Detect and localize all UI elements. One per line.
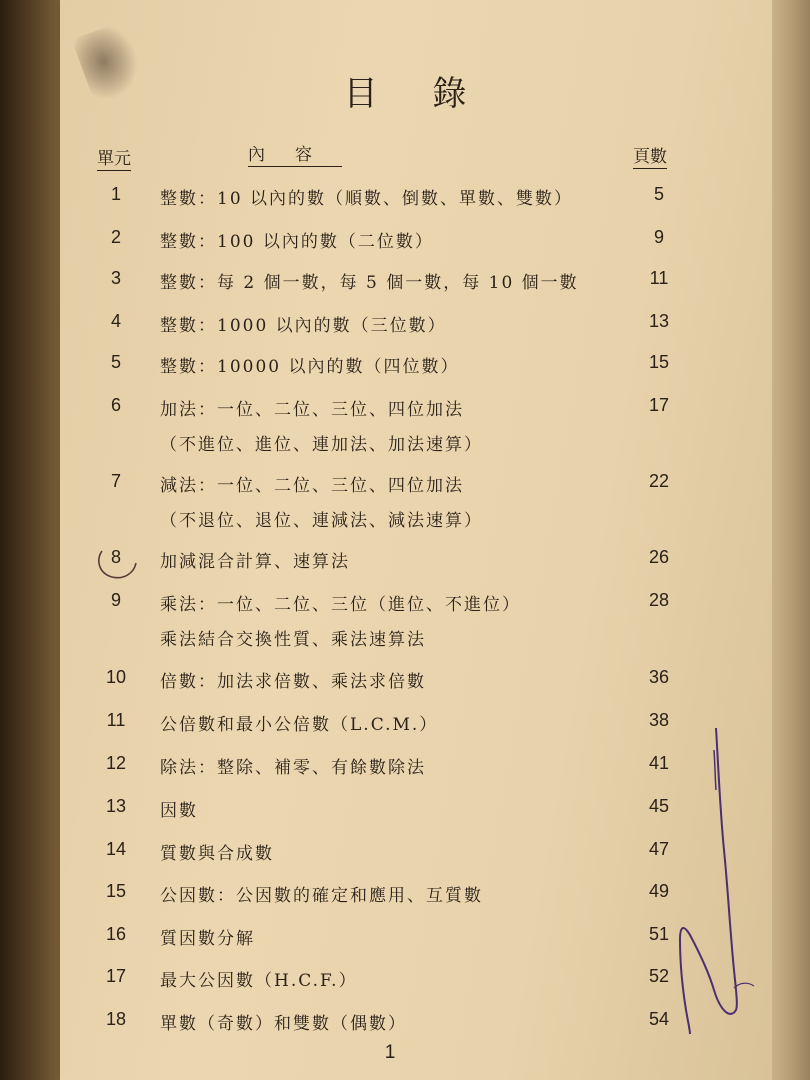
entry-line-1: 因數	[160, 801, 198, 821]
page-ref: 26	[648, 547, 670, 567]
page-ref: 11	[649, 268, 669, 288]
page-ref: 47	[648, 839, 670, 859]
entry-line-1: 最大公因數（H.C.F.）	[160, 971, 358, 991]
entry-line-1: 整數：100 以內的數（二位數）	[160, 232, 434, 252]
page-ref: 38	[648, 710, 670, 730]
page-number: 1	[384, 1042, 396, 1063]
toc-entry	[160, 839, 274, 864]
entry-line-1: 整數：每 2 個一數，每 5 個一數，每 10 個一數	[160, 273, 579, 293]
unit-number: 9	[110, 590, 121, 610]
header-content: 內容	[248, 140, 342, 167]
page-title: 目 錄	[343, 74, 489, 114]
toc-entry	[160, 924, 255, 949]
entry-line-1: 倍數：加法求倍數、乘法求倍數	[160, 672, 426, 692]
unit-number: 11	[106, 710, 126, 730]
toc-entry	[160, 311, 447, 336]
entry-line-1: 除法：整除、補零、有餘數除法	[160, 758, 426, 778]
toc-entry	[160, 590, 521, 650]
book-spine-shadow	[0, 0, 60, 1080]
unit-number: 16	[105, 924, 127, 944]
toc-entry	[160, 667, 426, 692]
entry-line-1: 公因數：公因數的確定和應用、互質數	[160, 886, 483, 906]
entry-line-1: 質因數分解	[160, 929, 255, 949]
pen-circle-mark	[96, 545, 138, 581]
entry-line-1: 單數（奇數）和雙數（偶數）	[160, 1014, 407, 1034]
toc-entry	[160, 796, 198, 821]
header-unit: 單元	[97, 144, 131, 171]
toc-entry	[160, 395, 483, 455]
header-page: 頁數	[633, 142, 667, 169]
unit-number: 1	[110, 184, 121, 204]
toc-entry	[160, 352, 459, 377]
toc-entry	[160, 1009, 407, 1034]
unit-number: 10	[105, 667, 127, 687]
page-ref: 51	[648, 924, 670, 944]
unit-number: 17	[105, 966, 127, 986]
toc-entry	[160, 966, 358, 991]
page-ref: 17	[648, 395, 670, 415]
entry-line-1: 加減混合計算、速算法	[160, 552, 350, 572]
unit-number: 3	[110, 268, 121, 288]
toc-entry	[160, 881, 483, 906]
toc-entry	[160, 227, 434, 252]
toc-entry	[160, 268, 579, 293]
page-ref: 5	[653, 184, 664, 204]
unit-number: 14	[105, 839, 127, 859]
entry-line-2: （不進位、進位、連加法、加法速算）	[160, 435, 483, 455]
page-ref: 52	[648, 966, 670, 986]
page-edge	[772, 0, 810, 1080]
unit-number: 4	[110, 311, 121, 331]
toc-entry	[160, 710, 438, 735]
page-ref: 45	[648, 796, 670, 816]
entry-line-1: 質數與合成數	[160, 844, 274, 864]
entry-line-1: 公倍數和最小公倍數（L.C.M.）	[160, 715, 439, 735]
page-ref: 41	[648, 753, 670, 773]
page-ref: 54	[648, 1009, 670, 1029]
toc-entry	[160, 471, 483, 531]
unit-number: 2	[110, 227, 121, 247]
unit-number: 6	[110, 395, 121, 415]
unit-number: 12	[105, 753, 127, 773]
toc-entry	[160, 184, 573, 209]
page-ref: 28	[648, 590, 670, 610]
entry-line-2: （不退位、退位、連減法、減法速算）	[160, 511, 483, 531]
toc-entry	[160, 753, 426, 778]
pen-scribble-mark	[668, 720, 768, 1040]
entry-line-1: 減法：一位、二位、三位、四位加法	[160, 476, 464, 496]
toc-entry	[160, 547, 350, 572]
entry-line-1: 加法：一位、二位、三位、四位加法	[160, 400, 464, 420]
unit-number: 8	[110, 547, 121, 567]
unit-number: 7	[110, 471, 121, 491]
page-ref: 15	[648, 352, 670, 372]
entry-line-1: 整數：1000 以內的數（三位數）	[160, 316, 447, 336]
unit-number: 15	[105, 881, 127, 901]
entry-line-1: 整數：10000 以內的數（四位數）	[160, 357, 460, 377]
entry-line-2: 乘法結合交換性質、乘法速算法	[160, 630, 426, 650]
page-ref: 36	[648, 667, 670, 687]
entry-line-1: 整數：10 以內的數（順數、倒數、單數、雙數）	[160, 189, 574, 209]
unit-number: 18	[105, 1009, 127, 1029]
unit-number: 5	[110, 352, 121, 372]
page-ref: 9	[653, 227, 664, 247]
page-ref: 13	[648, 311, 670, 331]
entry-line-1: 乘法：一位、二位、三位（進位、不進位）	[160, 595, 521, 615]
page-ref: 22	[648, 471, 670, 491]
unit-number: 13	[105, 796, 127, 816]
page-ref: 49	[648, 881, 670, 901]
